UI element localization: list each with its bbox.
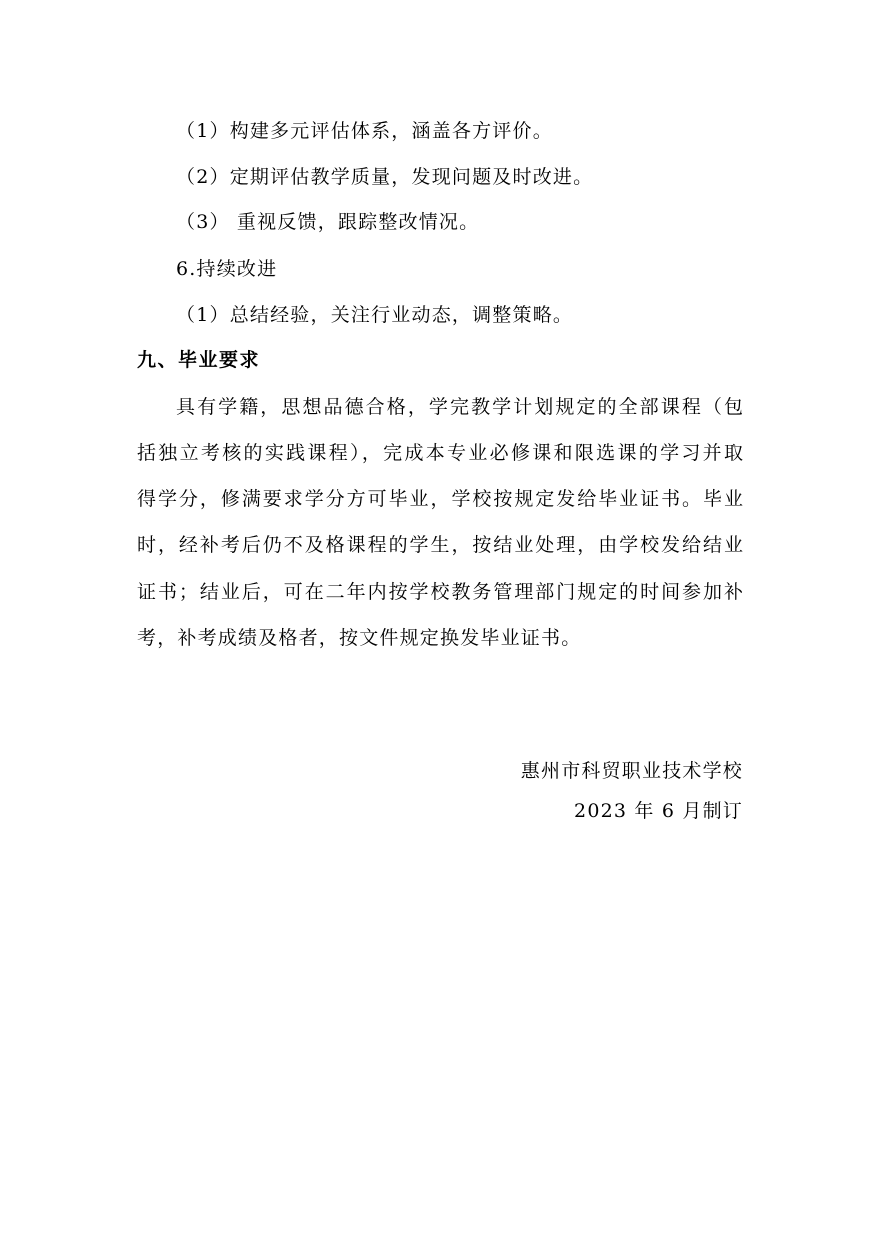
subheading-continuous-improvement: 6.持续改进 (176, 258, 278, 280)
paragraph-line: 时，经补考后仍不及格课程的学生，按结业处理，由学校发给结业 (137, 534, 743, 556)
section-heading-graduation: 九、毕业要求 (137, 349, 261, 371)
signature-date: 2023 年 6 月制订 (574, 800, 743, 822)
paragraph-line: 证书；结业后，可在二年内按学校教务管理部门规定的时间参加补 (137, 581, 743, 603)
paragraph-line: 得学分，修满要求学分方可毕业，学校按规定发给毕业证书。毕业 (137, 488, 743, 510)
signature-school: 惠州市科贸职业技术学校 (520, 760, 743, 782)
list-item-feedback: （3） 重视反馈，跟踪整改情况。 (176, 211, 480, 233)
list-item-evaluation-system: （1）构建多元评估体系，涵盖各方评价。 (176, 120, 553, 142)
list-item-teaching-quality: （2）定期评估教学质量，发现问题及时改进。 (176, 166, 594, 188)
paragraph-line: 考，补考成绩及格者，按文件规定换发毕业证书。 (137, 627, 582, 649)
paragraph-line: 具有学籍，思想品德合格，学完教学计划规定的全部课程（包 (176, 396, 743, 418)
paragraph-line: 括独立考核的实践课程），完成本专业必修课和限选课的学习并取 (137, 442, 743, 464)
list-item-summary: （1）总结经验，关注行业动态，调整策略。 (176, 304, 574, 326)
